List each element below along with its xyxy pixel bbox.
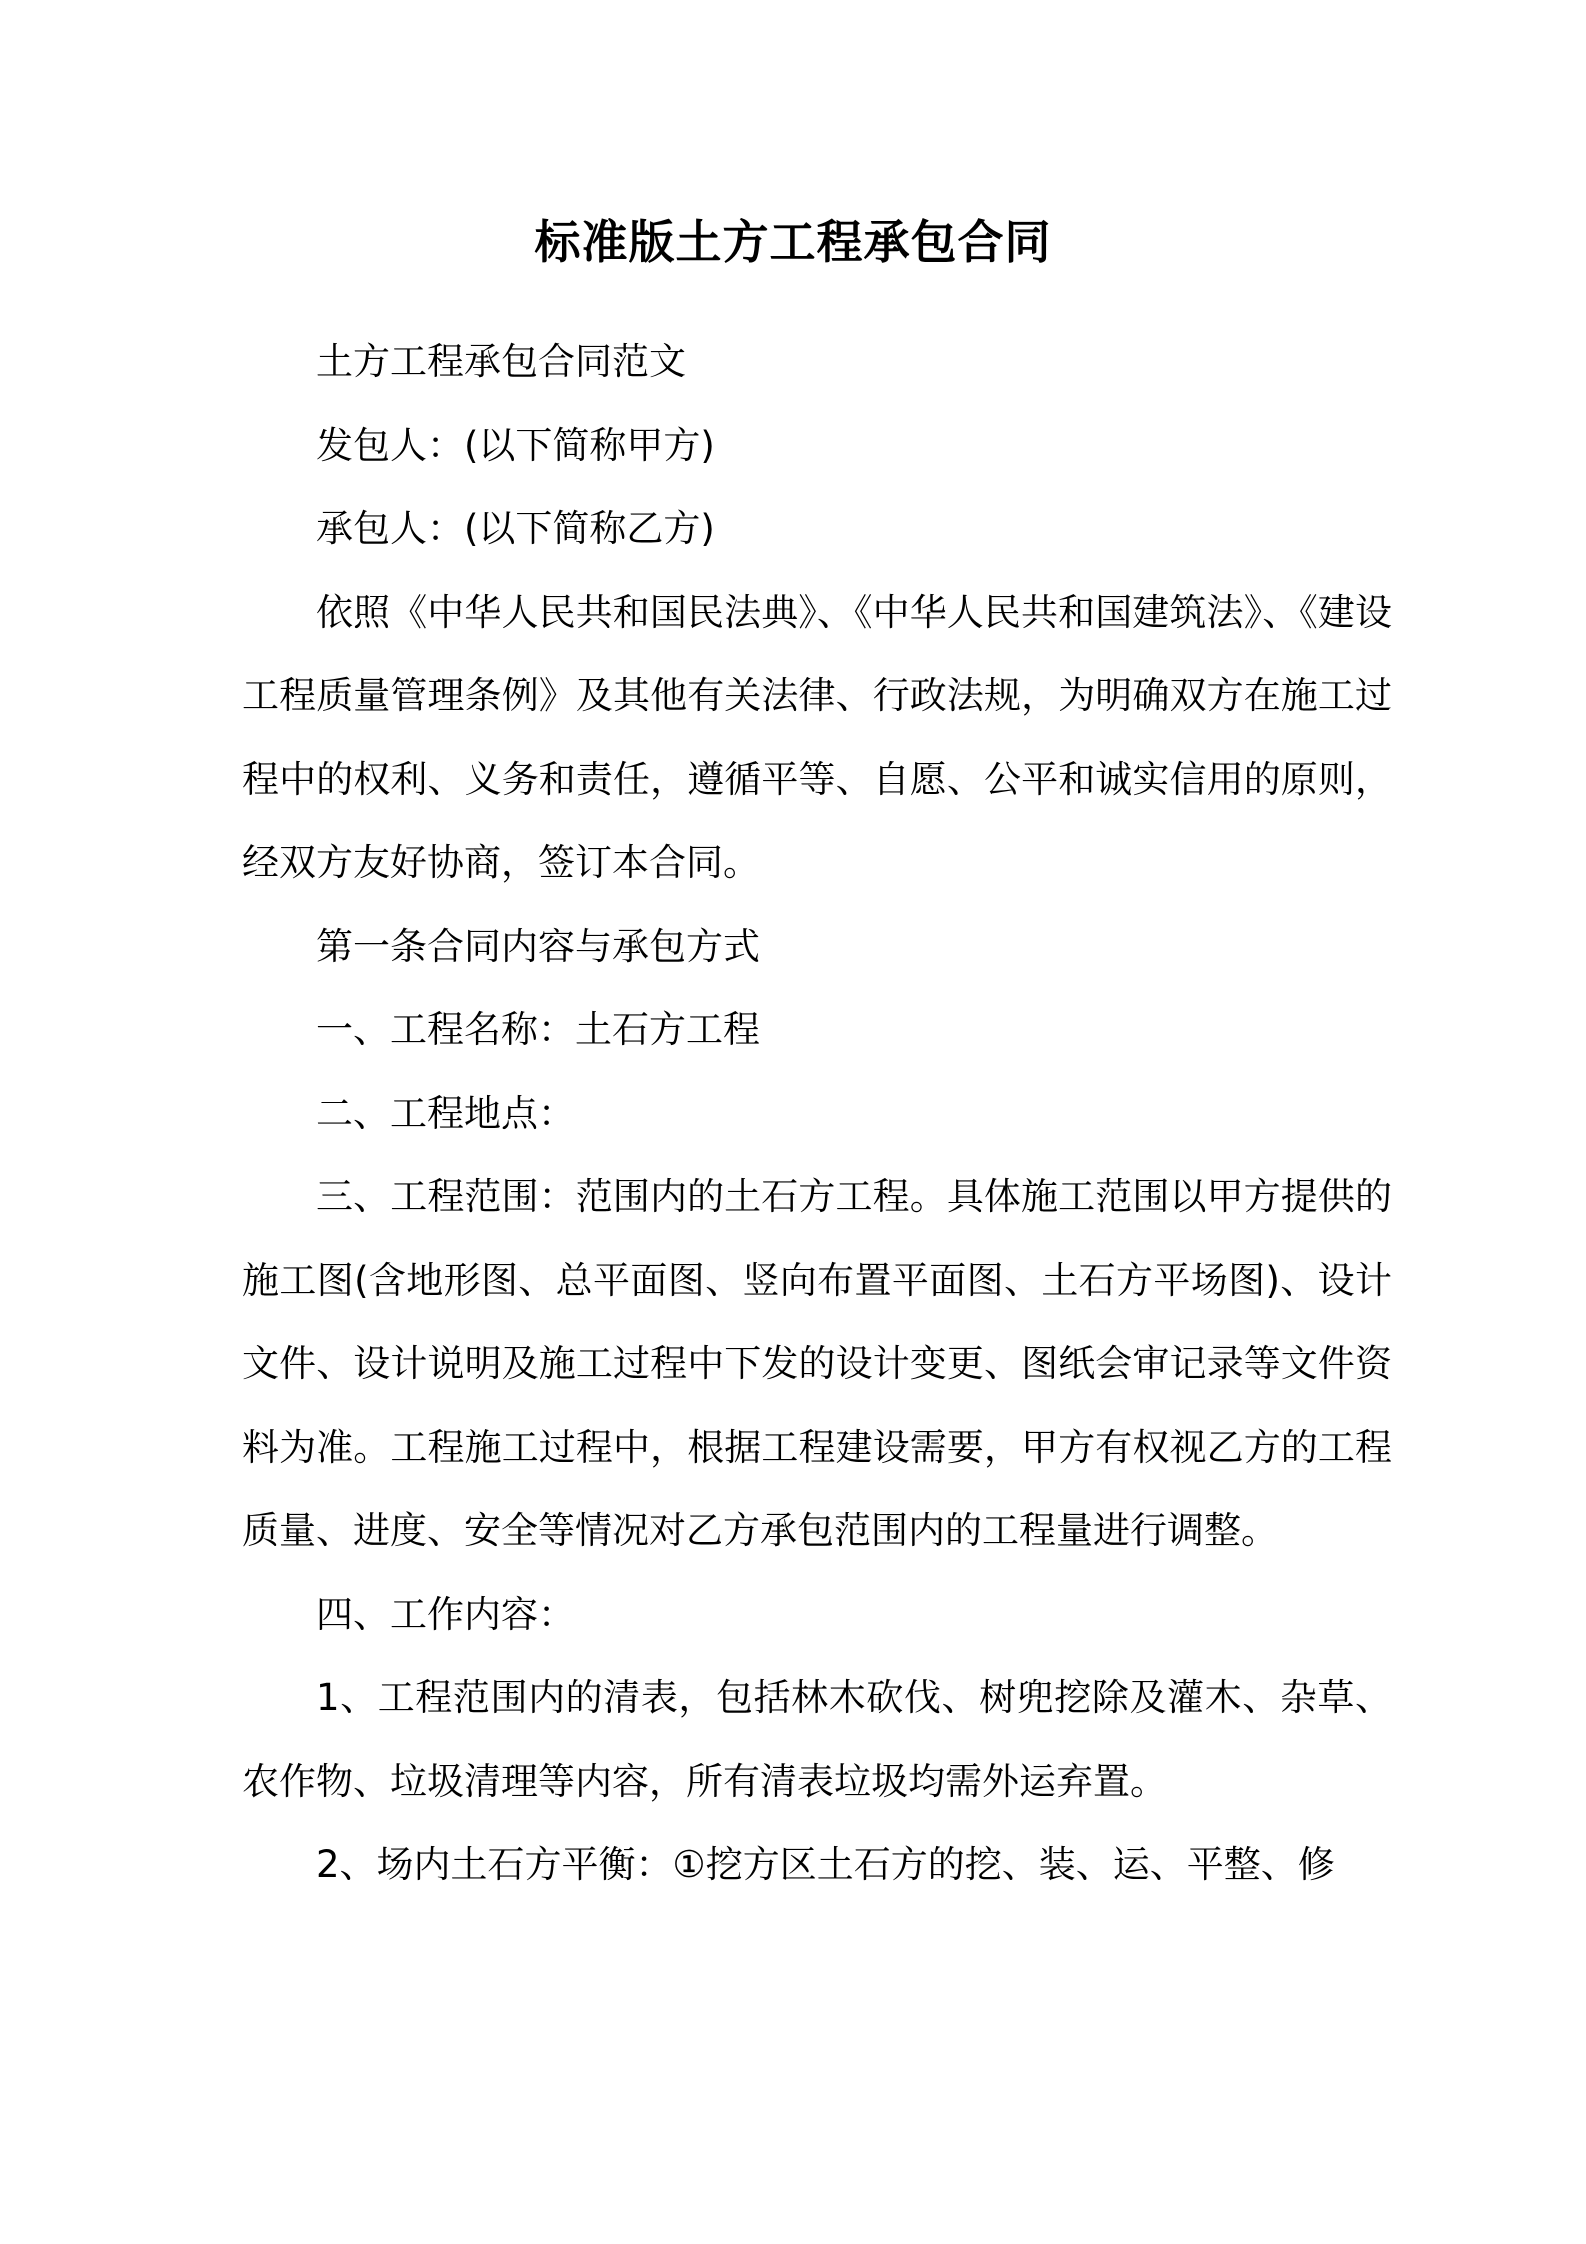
paragraph-party-b: 承包人：(以下简称乙方) [316,507,715,550]
paragraph-work-item-1: 1、工程范围内的清表，包括林木砍伐、树兜挖除及灌木、杂草、农作物、垃圾清理等内容，所有清表垃圾均需外运弃置。 [242,1676,1392,1803]
document-body [242,320,1392,1907]
paragraph-project-scope: 三、工程范围：范围内的土石方工程。具体施工范围以甲方提供的施工图(含地形图、总平面图、竖向布置平面图、土石方平场图)、设计文件、设计说明及施工过程中下发的设计变更、图纸会审记录等文件资料为准。工程施工过程中，根据工程建设需要，甲方有权视乙方的工程质量、进度、安全等情况对乙方承包范围内的工程量进行调整。 [242,1175,1392,1552]
paragraph-work-content-heading: 四、工作内容： [316,1592,575,1636]
paragraph-subtitle: 土方工程承包合同范文 [316,340,686,383]
paragraph-preamble: 依照《中华人民共和国民法典》、《中华人民共和国建筑法》、《建设工程质量管理条例》及其他有关法律、行政法规，为明确双方在施工过程中的权利、义务和责任，遵循平等、自愿、公平和诚实信用的原则，经双方友好协商，签订本合同。 [242,590,1392,884]
document-title: 标准版土方工程承包合同 [534,215,1052,269]
paragraph-article-1-heading: 第一条合同内容与承包方式 [316,924,760,968]
paragraph-project-name: 一、工程名称：土石方工程 [316,1008,760,1051]
paragraph-project-location: 二、工程地点： [316,1091,575,1135]
paragraph-work-item-2: 2、场内土石方平衡：①挖方区土石方的挖、装、运、平整、修 [316,1843,1335,1886]
paragraph-party-a: 发包人：(以下简称甲方) [316,423,715,467]
